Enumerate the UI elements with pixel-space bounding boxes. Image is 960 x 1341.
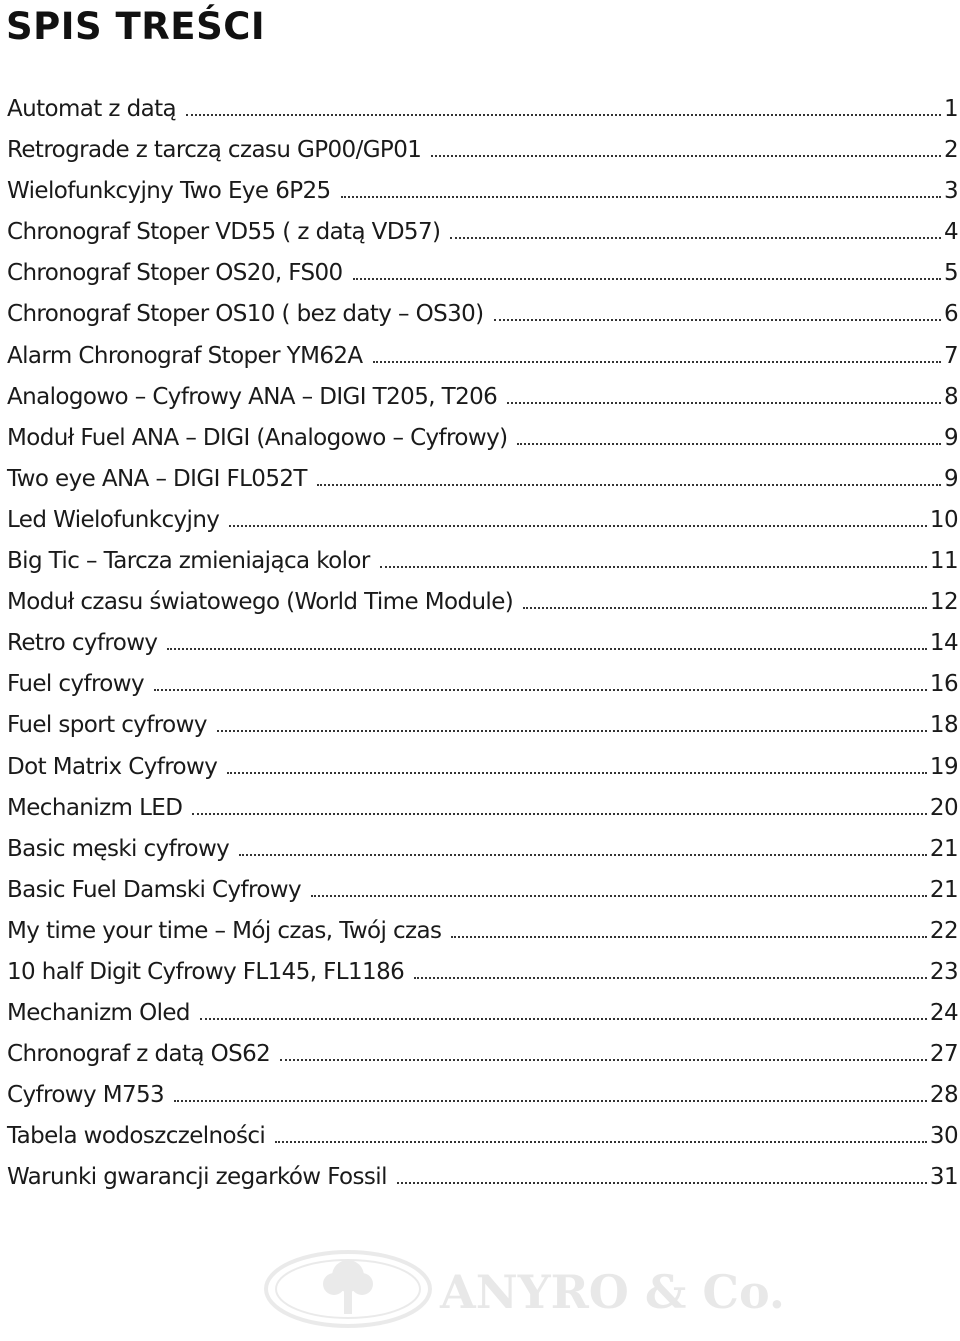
toc-entry <box>7 212 958 253</box>
toc-entry-page-number: 12 <box>929 589 958 616</box>
table-of-contents <box>7 89 958 1199</box>
dot-leader <box>451 936 927 938</box>
toc-entry-title: Alarm Chronograf Stoper YM62A <box>7 342 363 369</box>
toc-entry-page-number: 21 <box>929 876 958 903</box>
toc-entry-title: Basic Fuel Damski Cyfrowy <box>7 876 302 903</box>
toc-entry-title: Dot Matrix Cyfrowy <box>7 753 218 780</box>
dot-leader <box>192 813 927 815</box>
toc-entry-page-number: 28 <box>929 1082 958 1109</box>
dot-leader <box>275 1141 927 1143</box>
toc-entry-page-number: 21 <box>929 835 958 862</box>
toc-entry <box>7 130 958 171</box>
toc-entry <box>7 747 958 788</box>
toc-entry-title: Fuel cyfrowy <box>7 671 144 698</box>
toc-entry-title: Two eye ANA – DIGI FL052T <box>7 465 307 492</box>
toc-entry-title: Chronograf Stoper OS20, FS00 <box>7 260 343 287</box>
toc-entry <box>7 336 958 377</box>
toc-entry <box>7 253 958 294</box>
toc-entry-page-number: 14 <box>929 630 958 657</box>
toc-entry <box>7 171 958 212</box>
dot-leader <box>397 1182 927 1184</box>
dot-leader <box>229 525 927 527</box>
toc-entry-title: Automat z datą <box>7 96 177 122</box>
toc-entry-page-number: 2 <box>943 137 958 164</box>
toc-entry-title: Retrograde z tarczą czasu GP00/GP01 <box>7 137 422 164</box>
dot-leader <box>154 689 927 691</box>
dot-leader <box>353 278 941 280</box>
toc-entry-title: Chronograf Stoper OS10 ( bez daty – OS30) <box>7 301 484 328</box>
toc-entry-title: Moduł czasu światowego (World Time Module) <box>7 589 514 616</box>
toc-entry-page-number: 8 <box>943 383 958 410</box>
toc-entry-page-number: 30 <box>929 1123 958 1150</box>
toc-entry-page-number: 19 <box>929 753 958 780</box>
toc-entry <box>7 1034 958 1075</box>
toc-entry <box>7 541 958 582</box>
toc-entry <box>7 623 958 664</box>
toc-entry <box>7 952 958 993</box>
toc-entry-page-number: 20 <box>929 794 958 821</box>
toc-entry <box>7 459 958 500</box>
toc-entry <box>7 500 958 541</box>
toc-entry-title: Retro cyfrowy <box>7 630 158 657</box>
toc-entry-title: Cyfrowy M753 <box>7 1082 165 1109</box>
toc-entry <box>7 418 958 459</box>
toc-entry <box>7 1116 958 1157</box>
dot-leader <box>380 566 927 568</box>
toc-entry-page-number: 11 <box>929 548 958 575</box>
toc-entry-title: Chronograf z datą OS62 <box>7 1041 271 1068</box>
dot-leader <box>317 484 941 486</box>
toc-entry <box>7 993 958 1034</box>
dot-leader <box>414 977 927 979</box>
dot-leader <box>494 319 941 321</box>
toc-entry <box>7 664 958 705</box>
toc-entry-page-number: 31 <box>929 1164 958 1191</box>
toc-entry-page-number: 7 <box>943 342 958 369</box>
page-title: SPIS TREŚCI <box>6 5 266 48</box>
dot-leader <box>174 1100 927 1102</box>
toc-entry-page-number: 9 <box>943 465 958 492</box>
toc-entry-page-number: 16 <box>929 671 958 698</box>
toc-entry <box>7 705 958 746</box>
toc-entry-title: Mechanizm Oled <box>7 1000 190 1027</box>
toc-entry-title: Tabela wodoszczelności <box>7 1123 266 1150</box>
toc-entry-title: Chronograf Stoper VD55 ( z datą VD57) <box>7 219 441 246</box>
toc-entry-page-number: 4 <box>943 219 958 246</box>
toc-entry-page-number: 3 <box>943 178 958 205</box>
toc-entry-title: Warunki gwarancji zegarków Fossil <box>7 1164 387 1191</box>
dot-leader <box>280 1059 927 1061</box>
dot-leader <box>311 895 927 897</box>
toc-entry <box>7 582 958 623</box>
dot-leader <box>507 402 941 404</box>
toc-entry-page-number: 9 <box>943 424 958 451</box>
toc-entry <box>7 89 958 130</box>
toc-entry <box>7 1075 958 1116</box>
toc-entry-title: Wielofunkcyjny Two Eye 6P25 <box>7 178 331 205</box>
dot-leader <box>217 730 927 732</box>
toc-entry <box>7 829 958 870</box>
toc-entry <box>7 377 958 418</box>
toc-entry-page-number: 10 <box>929 506 958 533</box>
toc-entry-page-number: 18 <box>929 712 958 739</box>
toc-entry-page-number: 24 <box>929 1000 958 1027</box>
toc-entry-title: Fuel sport cyfrowy <box>7 712 207 739</box>
toc-entry-page-number: 27 <box>929 1041 958 1068</box>
toc-entry-title: Mechanizm LED <box>7 794 183 821</box>
watermark-logo <box>262 1244 785 1336</box>
toc-entry <box>7 911 958 952</box>
dot-leader <box>517 443 941 445</box>
dot-leader <box>373 361 941 363</box>
dot-leader <box>186 114 941 116</box>
toc-entry <box>7 870 958 911</box>
toc-entry <box>7 1157 958 1198</box>
toc-entry-page-number: 22 <box>929 917 958 944</box>
toc-entry-title: Big Tic – Tarcza zmieniająca kolor <box>7 548 370 575</box>
toc-entry-page-number: 1 <box>943 96 958 122</box>
toc-entry <box>7 788 958 829</box>
dot-leader <box>341 196 941 198</box>
toc-entry-title: Led Wielofunkcyjny <box>7 506 220 533</box>
toc-entry-page-number: 6 <box>943 301 958 328</box>
dot-leader <box>431 155 941 157</box>
dot-leader <box>227 772 927 774</box>
toc-entry-title: Analogowo – Cyfrowy ANA – DIGI T205, T206 <box>7 383 498 410</box>
dot-leader <box>523 607 927 609</box>
toc-entry-title: 10 half Digit Cyfrowy FL145, FL1186 <box>7 958 405 985</box>
toc-entry-title: Basic męski cyfrowy <box>7 835 230 862</box>
tree-seal-icon <box>262 1248 434 1330</box>
toc-entry-title: My time your time – Mój czas, Twój czas <box>7 917 442 944</box>
toc-entry <box>7 294 958 335</box>
dot-leader <box>239 854 927 856</box>
dot-leader <box>450 237 941 239</box>
dot-leader <box>167 648 926 650</box>
toc-entry-page-number: 5 <box>943 260 958 287</box>
toc-entry-page-number: 23 <box>929 958 958 985</box>
toc-entry-title: Moduł Fuel ANA – DIGI (Analogowo – Cyfrowy) <box>7 424 508 451</box>
watermark-text: ANYRO & Co. <box>440 1265 785 1319</box>
dot-leader <box>200 1018 927 1020</box>
